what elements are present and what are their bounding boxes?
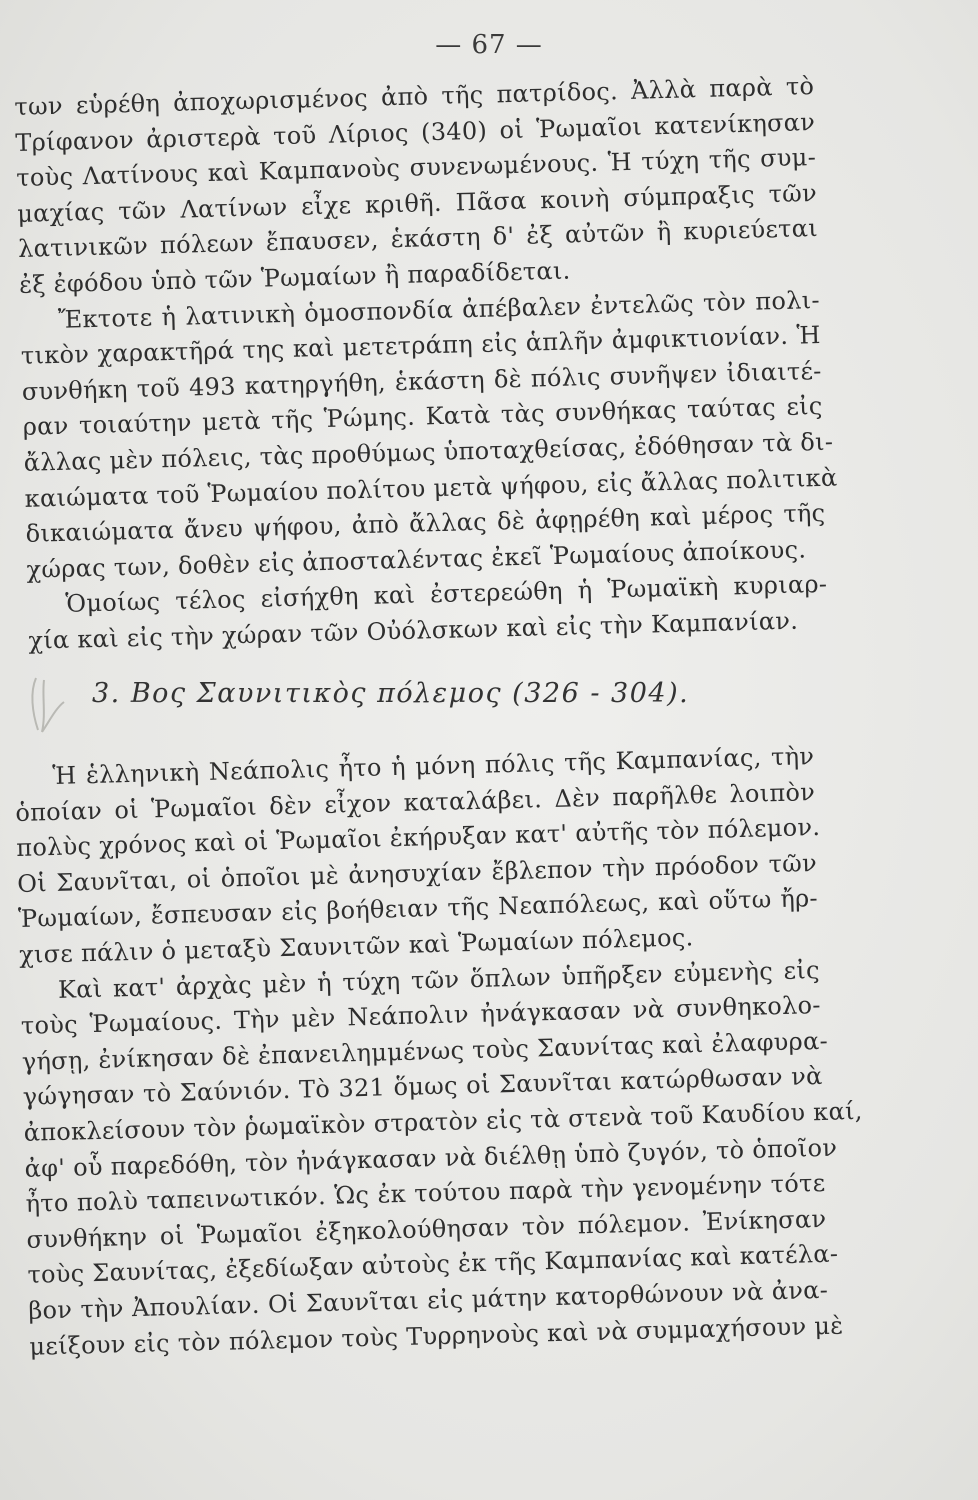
- text-line: Καὶ κατ' ἀρχὰς μὲν ἡ τύχη τῶν ὅπλων ὑπῆρξεν εὐμενὴς εἰς: [57, 955, 821, 1004]
- section-heading: 3. Βος Σαυνιτικὸς πόλεμος (326 - 304).: [92, 678, 690, 709]
- text-line: των εὑρέθη ἀποχωρισμένος ἀπὸ τῆς πατρίδος. Ἀλλὰ παρὰ τὸ: [14, 72, 815, 121]
- text-line: μαχίας τῶν Λατίνων εἶχε κριθῆ. Πᾶσα κοινὴ σύμπραξις τῶν: [16, 178, 818, 228]
- text-block-bottom: [14, 739, 863, 1365]
- text-line: πολὺς χρόνος καὶ οἱ Ῥωμαῖοι ἐκήρυξαν κατ' αὐτῆς τὸν πόλεμον.: [15, 813, 821, 863]
- page-number: — 67 —: [435, 30, 543, 60]
- text-line: χία καὶ εἰς τὴν χώραν τῶν Οὐόλσκων καὶ εἰς τὴν Καμπανίαν.: [28, 606, 799, 655]
- text-line: τοὺς Σαυνίτας, ἐξεδίωξαν αὐτοὺς ἐκ τῆς Καμπανίας καὶ κατέλα-: [27, 1239, 839, 1290]
- text-line: ἀφ' οὗ παρεδόθη, τὸν ἠνάγκασαν νὰ διέλθῃ ὑπὸ ζυγόν, τὸ ὁποῖον: [24, 1133, 838, 1183]
- text-line: Ὁμοίως τέλος εἰσήχθη καὶ ἐστερεώθη ἡ Ῥωμαϊκὴ κυριαρ-: [65, 570, 828, 619]
- text-line: Τρίφανον ἀριστερὰ τοῦ Λίριος (340) οἱ Ῥωμαῖοι κατενίκησαν: [15, 107, 816, 157]
- text-line: ἐξ ἐφόδου ὑπὸ τῶν Ῥωμαίων ἢ παραδίδεται.: [18, 256, 571, 299]
- text-line: ἄλλας μὲν πόλεις, τὰς προθύμως ὑποταχθείσας, ἐδόθησαν τὰ δι-: [23, 427, 834, 477]
- text-line: ραν τοιαύτην μετὰ τῆς Ῥώμης. Κατὰ τὰς συνθήκας ταύτας εἰς: [22, 392, 823, 442]
- text-line: τικὸν χαρακτῆρά της καὶ μετετράπη εἰς ἁπλῆν ἀμφικτιονίαν. Ἡ: [20, 321, 822, 371]
- text-block-top: [14, 69, 838, 659]
- text-line: μείξουν εἰς τὸν πόλεμον τοὺς Τυρρηνοὺς καὶ νὰ συμμαχήσουν μὲ: [28, 1310, 844, 1361]
- text-line: Ἡ ἑλληνικὴ Νεάπολις ἦτο ἡ μόνη πόλις τῆς Καμπανίας, τὴν: [52, 742, 815, 790]
- text-line: καιώματα τοῦ Ῥωμαίου πολίτου μετὰ ψήφου, εἰς ἄλλας πολιτικὰ: [24, 463, 838, 513]
- text-line: γώγησαν τὸ Σαύνιόν. Τὸ 321 ὅμως οἱ Σαυνῖται κατώρθωσαν νὰ: [22, 1062, 823, 1112]
- text-line: βον τὴν Ἀπουλίαν. Οἱ Σαυνῖται εἰς μάτην κατορθώνουν νὰ ἀνα-: [28, 1275, 829, 1325]
- text-line: τοὺς Λατίνους καὶ Καμπανοὺς συνενωμένους. Ἡ τύχη τῆς συμ-: [15, 143, 817, 193]
- text-line: ὁποίαν οἱ Ῥωμαῖοι δὲν εἶχον καταλάβει. Δὲν παρῆλθε λοιπὸν: [15, 777, 816, 827]
- text-line: τοὺς Ῥωμαίους. Τὴν μὲν Νεάπολιν ἠνάγκασαν νὰ συνθηκολο-: [20, 991, 822, 1041]
- pencil-mark-icon: [26, 672, 70, 736]
- text-line: Ἔκτοτε ἡ λατινικὴ ὁμοσπονδία ἀπέβαλεν ἐντελῶς τὸν πολι-: [57, 285, 821, 334]
- text-line: ἦτο πολὺ ταπεινωτικόν. Ὡς ἐκ τούτου παρὰ τὴν γενομένην τότε: [25, 1169, 826, 1218]
- text-line: χισε πάλιν ὁ μεταξὺ Σαυνιτῶν καὶ Ῥωμαίων πόλεμος.: [18, 923, 694, 969]
- text-line: χώρας των, δοθὲν εἰς ἀποσταλέντας ἐκεῖ Ῥωμαίους ἀποίκους.: [26, 535, 807, 584]
- text-line: συνθήκη τοῦ 493 κατηργήθη, ἑκάστη δὲ πόλις συνῆψεν ἰδιαιτέ-: [21, 356, 822, 406]
- text-line: Οἱ Σαυνῖται, οἱ ὁποῖοι μὲ ἀνησυχίαν ἔβλεπον τὴν πρόοδον τῶν: [16, 848, 818, 898]
- text-line: συνθήκην οἱ Ῥωμαῖοι ἐξηκολούθησαν τὸν πόλεμον. Ἐνίκησαν: [26, 1204, 827, 1254]
- text-line: δικαιώματα ἄνευ ψήφου, ἀπὸ ἄλλας δὲ ἀφῃρέθη καὶ μέρος τῆς: [25, 499, 826, 548]
- text-line: γήσῃ, ἐνίκησαν δὲ ἐπανειλημμένως τοὺς Σαυνίτας καὶ ἐλαφυρα-: [21, 1026, 829, 1076]
- text-line: λατινικῶν πόλεων ἔπαυσεν, ἑκάστη δ' ἐξ αὐτῶν ἢ κυριεύεται: [17, 214, 819, 264]
- text-line: ἀποκλείσουν τὸν ῥωμαϊκὸν στρατὸν εἰς τὰ στενὰ τοῦ Καυδίου καί,: [23, 1096, 863, 1147]
- text-line: Ῥωμαίων, ἔσπευσαν εἰς βοήθειαν τῆς Νεαπόλεως, καὶ οὕτω ἤρ-: [17, 884, 819, 934]
